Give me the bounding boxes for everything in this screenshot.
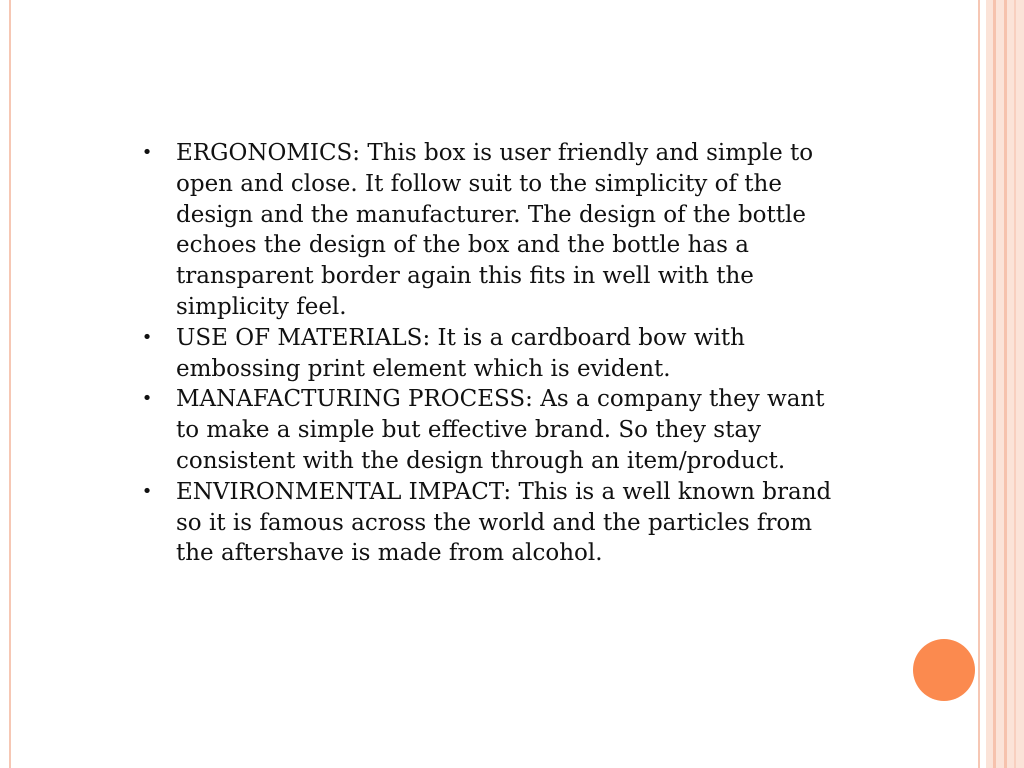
- bullet-item-ergonomics: [140, 138, 840, 323]
- bullet-text: USE OF MATERIALS: It is a cardboard bow with embossing print element which is evident.: [176, 324, 745, 382]
- bullet-icon: •: [141, 388, 153, 410]
- frame-left-line: [9, 0, 11, 768]
- bullet-list: [140, 138, 840, 569]
- bullet-item-materials: [140, 323, 840, 385]
- accent-circle: [913, 639, 975, 701]
- bullet-icon: •: [141, 480, 153, 502]
- bullet-icon: •: [141, 326, 153, 348]
- bullet-icon: •: [141, 142, 153, 163]
- bullet-text: MANAFACTURING PROCESS: As a company they want to make a simple but effective brand. So they stay consistent with the design through an item/product.: [176, 386, 825, 474]
- frame-right-stripe: [1004, 0, 1007, 768]
- frame-right-stripe: [993, 0, 996, 768]
- frame-right-inner-line: [978, 0, 980, 768]
- bullet-item-manufacturing: [140, 384, 840, 476]
- slide-body: [140, 138, 840, 569]
- bullet-text: ERGONOMICS: This box is user friendly and simple to open and close. It follow suit to the simplicity of the design and the manufacturer. The design of the bottle echoes the design of the box and the bottle has a transparent border again this fits in well with the simplicity feel.: [176, 140, 814, 320]
- bullet-item-environmental: [140, 477, 840, 569]
- bullet-text: ENVIRONMENTAL IMPACT: This is a well known brand so it is famous across the world and the particles from the aftershave is made from alcohol.: [176, 478, 832, 567]
- frame-right-stripe: [1014, 0, 1016, 768]
